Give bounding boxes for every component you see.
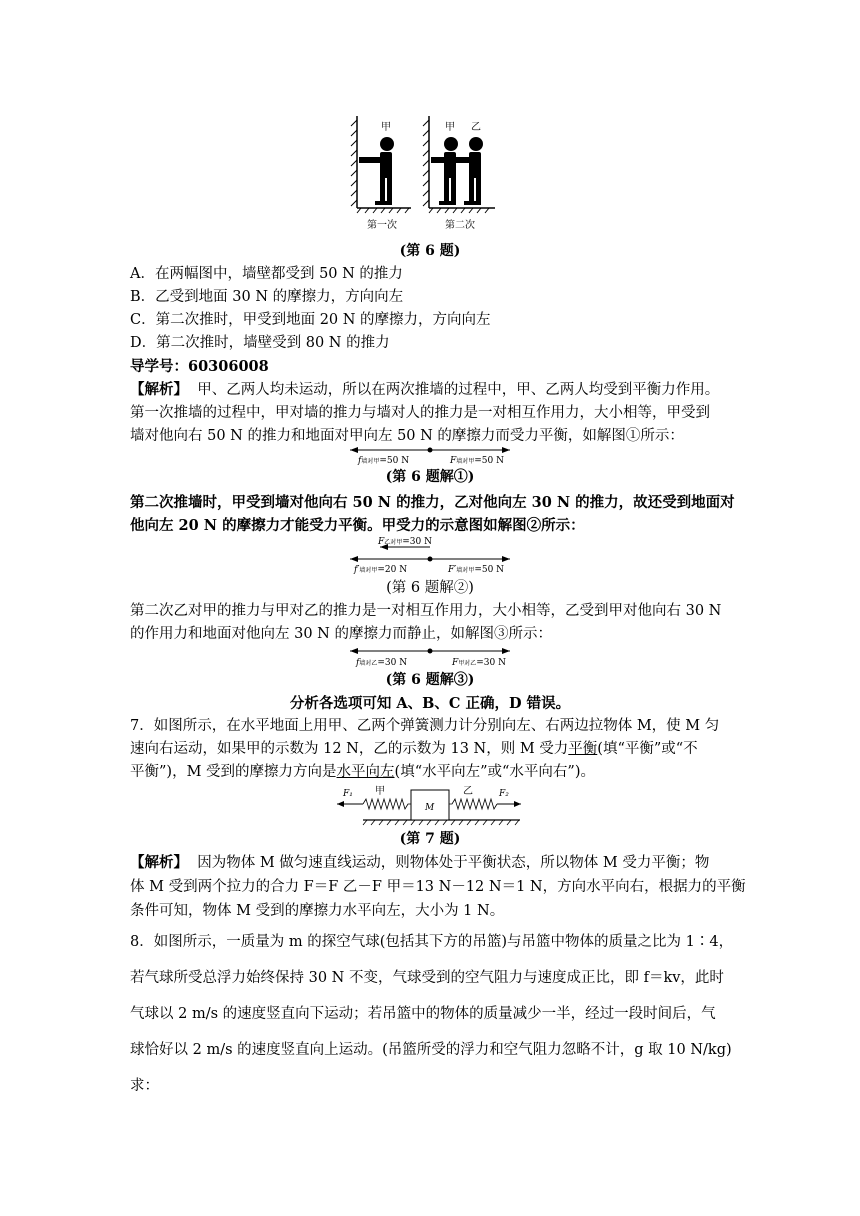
fig6-caption: (第 6 题)	[399, 243, 461, 259]
analysis-label: 【解析】	[130, 381, 188, 398]
q8-line-2: 若气球所受总浮力始终保持 30 N 不变，气球受到的空气阻力与速度成正比，即 f＝kv，此时	[130, 970, 724, 986]
sol3-force-diagram	[340, 647, 520, 669]
figure-6-wall-push	[345, 112, 520, 234]
q6-option-b: B．乙受到地面 30 N 的摩擦力，方向向左	[130, 289, 404, 305]
q7-analysis	[130, 851, 746, 923]
sol2-caption: (第 6 题解②)	[386, 580, 474, 596]
sol2-f-label: f′墙对甲=20 N	[354, 565, 408, 575]
sol1-f-label: f墙对甲=50 N	[358, 456, 410, 466]
q6-analysis-part2	[130, 491, 735, 537]
q6-analysis-line-5: 他向左 20 N 的摩擦力才能受力平衡。甲受力的示意图如解图②所示：	[130, 517, 585, 534]
q7-line2-pre: 速向右运动，如果甲的示数为 12 N，乙的示数为 13 N，则 M 受力	[130, 741, 569, 757]
q6-analysis-line-3: 墙对他向右 50 N 的推力和地面对甲向左 50 N 的摩擦力而受力平衡，如解图①所示：	[130, 428, 684, 444]
figure-7-spring-scales	[335, 782, 525, 828]
sol1-caption: (第 6 题解①)	[385, 469, 475, 485]
q7-analysis-line-3: 条件可知，物体 M 受到的摩擦力水平向左，大小为 1 N。	[130, 903, 505, 919]
q6-conclusion: 分析各选项可知 A、B、C 正确，D 错误。	[289, 695, 571, 712]
fig6-label-jia-2: 甲	[445, 122, 455, 133]
fig6-label-first: 第一次	[367, 220, 397, 231]
q7-line-1: 7．如图所示，在水平地面上用甲、乙两个弹簧测力计分别向左、右两边拉物体 M，使 M 匀	[130, 718, 720, 734]
q7-analysis-label: 【解析】	[130, 854, 188, 871]
q6-analysis-line-2: 第一次推墙的过程中，甲对墙的推力与墙对人的推力是一对相互作用力，大小相等，甲受到	[130, 405, 710, 421]
sol2-Fyi-label: F乙对甲=30 N	[378, 537, 432, 547]
analysis-text: 甲、乙两人均未运动，所以在两次推墙的过程中，甲、乙两人均受到平衡力作用。	[197, 382, 720, 398]
q6-option-a: A．在两幅图中，墙壁都受到 50 N 的推力	[130, 266, 403, 282]
fig7-F2: F₂	[499, 789, 509, 799]
sol1-force-diagram	[340, 446, 520, 466]
q7-analysis-line-2: 体 M 受到两个拉力的合力 F＝F 乙－F 甲＝13 N－12 N＝1 N，方向水平向右，根据力的平衡	[130, 879, 746, 895]
q7-question	[130, 715, 730, 784]
sol3-f-label: f墙对乙=30 N	[356, 658, 408, 668]
q6-analysis-line-6: 第二次乙对甲的推力与甲对乙的推力是一对相互作用力，大小相等，乙受到甲对他向右 30 N	[130, 603, 722, 619]
q6-analysis-line-1	[130, 378, 730, 402]
q6-option-d: D．第二次推时，墙壁受到 80 N 的推力	[130, 335, 390, 351]
q7-line2-post: (填“平衡”或“不	[597, 741, 698, 757]
sol3-caption: (第 6 题解③)	[385, 672, 475, 688]
q7-analysis-line-1	[130, 851, 730, 875]
sol2-force-diagram	[340, 535, 520, 575]
fig6-label-second: 第二次	[445, 220, 475, 231]
q8-line-5: 求：	[130, 1078, 159, 1094]
q6-guide	[130, 355, 730, 378]
fig7-yi: 乙	[463, 786, 473, 797]
q8-line-4: 球恰好以 2 m/s 的速度竖直向上运动。(吊篮所受的浮力和空气阻力忽略不计，g 取 10 N/kg)	[130, 1042, 732, 1058]
q8-line-1: 8．如图所示，一质量为 m 的探空气球(包括其下方的吊篮)与吊篮中物体的质量之比为 1∶4，	[130, 934, 734, 950]
fig6-label-jia-1: 甲	[381, 122, 391, 133]
fig7-M: M	[425, 803, 435, 813]
q6-option-c: C．第二次推时，甲受到地面 20 N 的摩擦力，方向向左	[130, 312, 491, 328]
q7-answer-1: 平衡	[568, 741, 598, 757]
sol3-F-label: F甲对乙=30 N	[452, 658, 506, 668]
q7-line3-pre: 平衡”)，M 受到的摩擦力方向是	[130, 764, 337, 780]
q6-analysis-line-7: 的作用力和地面对他向左 30 N 的摩擦力而静止，如解图③所示：	[130, 626, 552, 642]
fig7-F1: F₁	[343, 789, 353, 799]
q8-question	[130, 924, 734, 1104]
q6-analysis-part3	[130, 600, 730, 646]
sol1-F-label: F墙对甲=50 N	[450, 456, 504, 466]
q7-analysis-text-1: 因为物体 M 做匀速直线运动，则物体处于平衡状态，所以物体 M 受力平衡；物	[197, 855, 710, 871]
q7-line3-post: (填“水平向左”或“水平向右”)。	[394, 764, 595, 780]
sol2-F2-label: F′墙对甲=50 N	[448, 565, 505, 575]
q8-line-3: 气球以 2 m/s 的速度竖直向下运动；若吊篮中的物体的质量减少一半，经过一段时间后，气	[130, 1006, 716, 1022]
fig6-label-yi: 乙	[471, 122, 481, 133]
q7-line-2	[130, 738, 730, 761]
q7-answer-2: 水平向左	[336, 764, 395, 780]
fig7-jia: 甲	[375, 786, 385, 797]
q7-line-3	[130, 761, 730, 784]
guide-number: 60306008	[188, 358, 269, 375]
q6-options	[130, 263, 730, 448]
guide-label: 导学号：	[130, 358, 188, 375]
q6-analysis-line-4: 第二次推墙时，甲受到墙对他向右 50 N 的推力，乙对他向左 30 N 的推力，故还受到地面对	[130, 494, 735, 511]
fig7-caption: (第 7 题)	[399, 831, 461, 847]
